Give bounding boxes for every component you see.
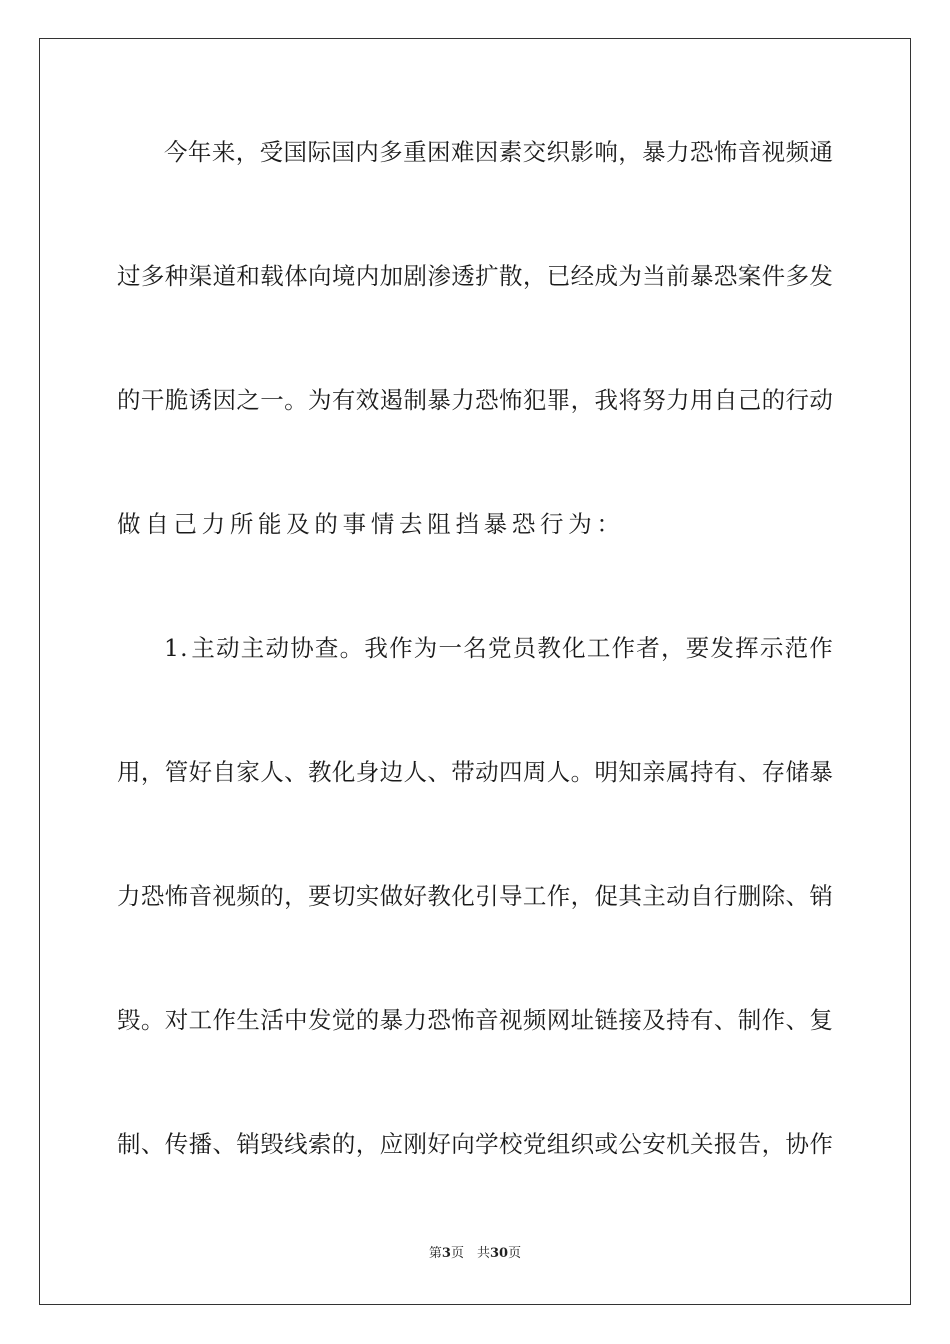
text-line: 制 、 传 播 、 销 毁 线 索 的 ， 应 刚 好 向 学 校 党 组 织 或 公 安 机 关 报 告 ， 协 作 — [117, 1130, 833, 1158]
page-footer — [0, 1245, 950, 1263]
text-line: 做 自 己 力 所 能 及 的 事 情 去 阻 挡 暴 恐 行 为 ： — [117, 510, 625, 538]
page-border — [39, 38, 911, 1305]
text-line: 毁 。 对 工 作 生 活 中 发 觉 的 暴 力 恐 怖 音 视 频 网 址 链 接 及 持 有 、 制 作 、 复 — [117, 1006, 833, 1034]
footer-suffix: 页 — [508, 1246, 522, 1261]
total-page-count: 30 — [489, 1246, 509, 1261]
text-line: 1 . 主 动 主 动 协 查 。 我 作 为 一 名 党 员 教 化 工 作 者 ， 要 发 挥 示 范 作 — [164, 634, 833, 662]
text-line: 力 恐 怖 音 视 频 的 ， 要 切 实 做 好 教 化 引 导 工 作 ， 促 其 主 动 自 行 删 除 、 销 — [117, 882, 833, 910]
text-line: 过 多 种 渠 道 和 载 体 向 境 内 加 剧 渗 透 扩 散 ， 已 经 成 为 当 前 暴 恐 案 件 多 发 — [117, 262, 833, 290]
text-line: 的 干 脆 诱 因 之 一 。 为 有 效 遏 制 暴 力 恐 怖 犯 罪 ， 我 将 努 力 用 自 己 的 行 动 — [117, 386, 833, 414]
text-line: 用 ， 管 好 自 家 人 、 教 化 身 边 人 、 带 动 四 周 人 。 明 知 亲 属 持 有 、 存 储 暴 — [117, 758, 833, 786]
footer-mid: 页 共 — [450, 1246, 490, 1261]
footer-prefix: 第 — [428, 1246, 442, 1261]
text-line: 今 年 来 ， 受 国 际 国 内 多 重 困 难 因 素 交 织 影 响 ， 暴 力 恐 怖 音 视 频 通 — [164, 138, 833, 166]
current-page-number: 3 — [441, 1246, 451, 1261]
